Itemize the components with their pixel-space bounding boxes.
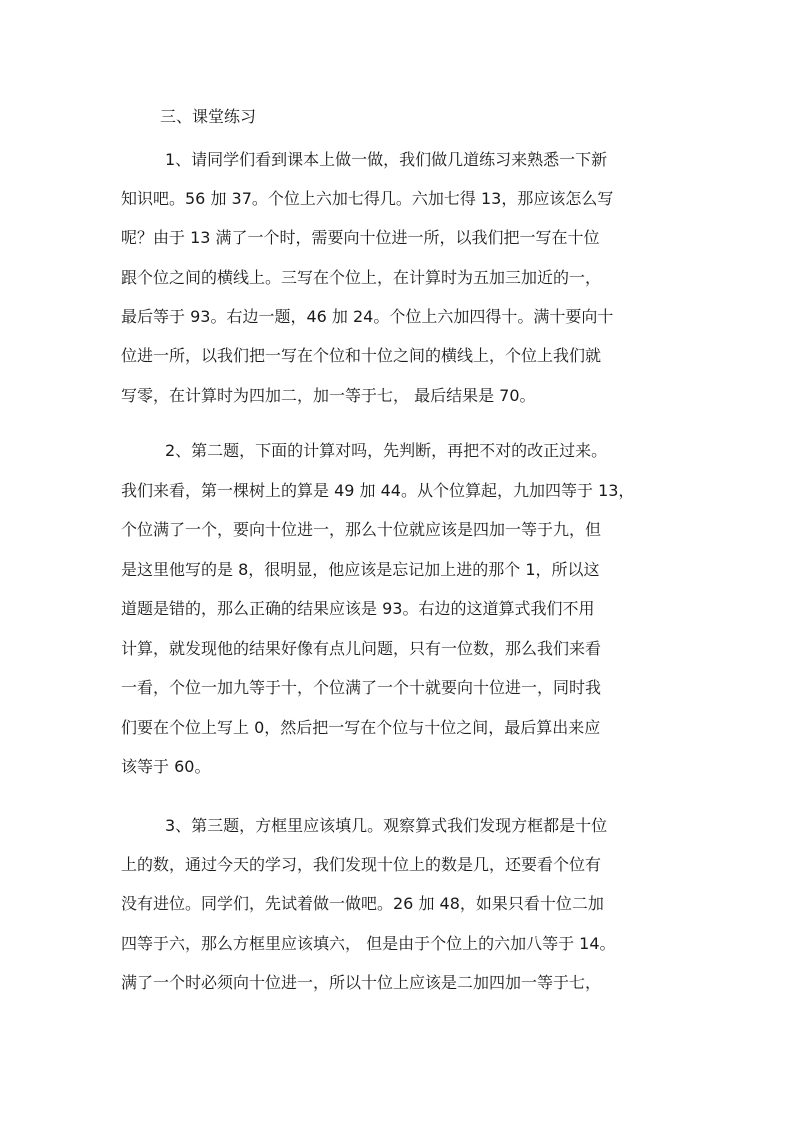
paragraph-1-line-1: 1、请同学们看到课本上做一做，我们做几道练习来熟悉一下新	[165, 150, 608, 169]
paragraph-3-line-5: 满了一个时必须向十位进一，所以十位上应该是二加四加一等于七，	[121, 973, 602, 992]
paragraph-2-line-2: 我们来看，第一棵树上的算是 49 加 44。从个位算起，九加四等于 13，	[121, 481, 635, 500]
paragraph-3-line-2: 上的数，通过今天的学习，我们发现十位上的数是几，还要看个位有	[121, 855, 602, 874]
paragraph-1-line-7: 写零，在计算时为四加二，加一等于七， 最后结果是 70。	[121, 386, 536, 405]
paragraph-2-line-5: 道题是错的，那么正确的结果应该是 93。右边的这道算式我们不用	[121, 599, 595, 618]
paragraph-1-line-3: 呢？由于 13 满了一个时，需要向十位进一所，以我们把一写在十位	[121, 228, 600, 247]
paragraph-1-line-6: 位进一所，以我们把一写在个位和十位之间的横线上，个位上我们就	[121, 346, 602, 365]
paragraph-1-line-4: 跟个位之间的横线上。三写在个位上，在计算时为五加三加近的一，	[121, 268, 602, 287]
paragraph-2-line-7: 一看，个位一加九等于十，个位满了一个十就要向十位进一，同时我	[121, 678, 602, 697]
paragraph-2-line-1: 2、第二题，下面的计算对吗，先判断，再把不对的改正过来。	[165, 441, 608, 460]
paragraph-2-line-4: 是这里他写的是 8，很明显，他应该是忘记加上进的那个 1，所以这	[121, 560, 600, 579]
paragraph-3-line-4: 四等于六，那么方框里应该填六， 但是由于个位上的六加八等于 14。	[121, 934, 616, 953]
section-heading: 三、课堂练习	[160, 107, 257, 126]
paragraph-1-line-5: 最后等于 93。右边一题，46 加 24。个位上六加四得十。满十要向十	[121, 307, 614, 326]
paragraph-2-line-8: 们要在个位上写上 0，然后把一写在个位与十位之间，最后算出来应	[121, 718, 601, 737]
paragraph-3-line-3: 没有进位。同学们，先试着做一做吧。26 加 48，如果只看十位二加	[121, 894, 604, 913]
paragraph-2-line-6: 计算，就发现他的结果好像有点儿问题，只有一位数，那么我们来看	[121, 639, 602, 658]
paragraph-1-line-2: 知识吧。56 加 37。个位上六加七得几。六加七得 13，那应该怎么写	[121, 189, 614, 208]
paragraph-3-line-1: 3、第三题，方框里应该填几。观察算式我们发现方框都是十位	[165, 816, 608, 835]
paragraph-2-line-9: 该等于 60。	[121, 757, 211, 776]
paragraph-2-line-3: 个位满了一个，要向十位进一，那么十位就应该是四加一等于九，但	[121, 520, 602, 539]
